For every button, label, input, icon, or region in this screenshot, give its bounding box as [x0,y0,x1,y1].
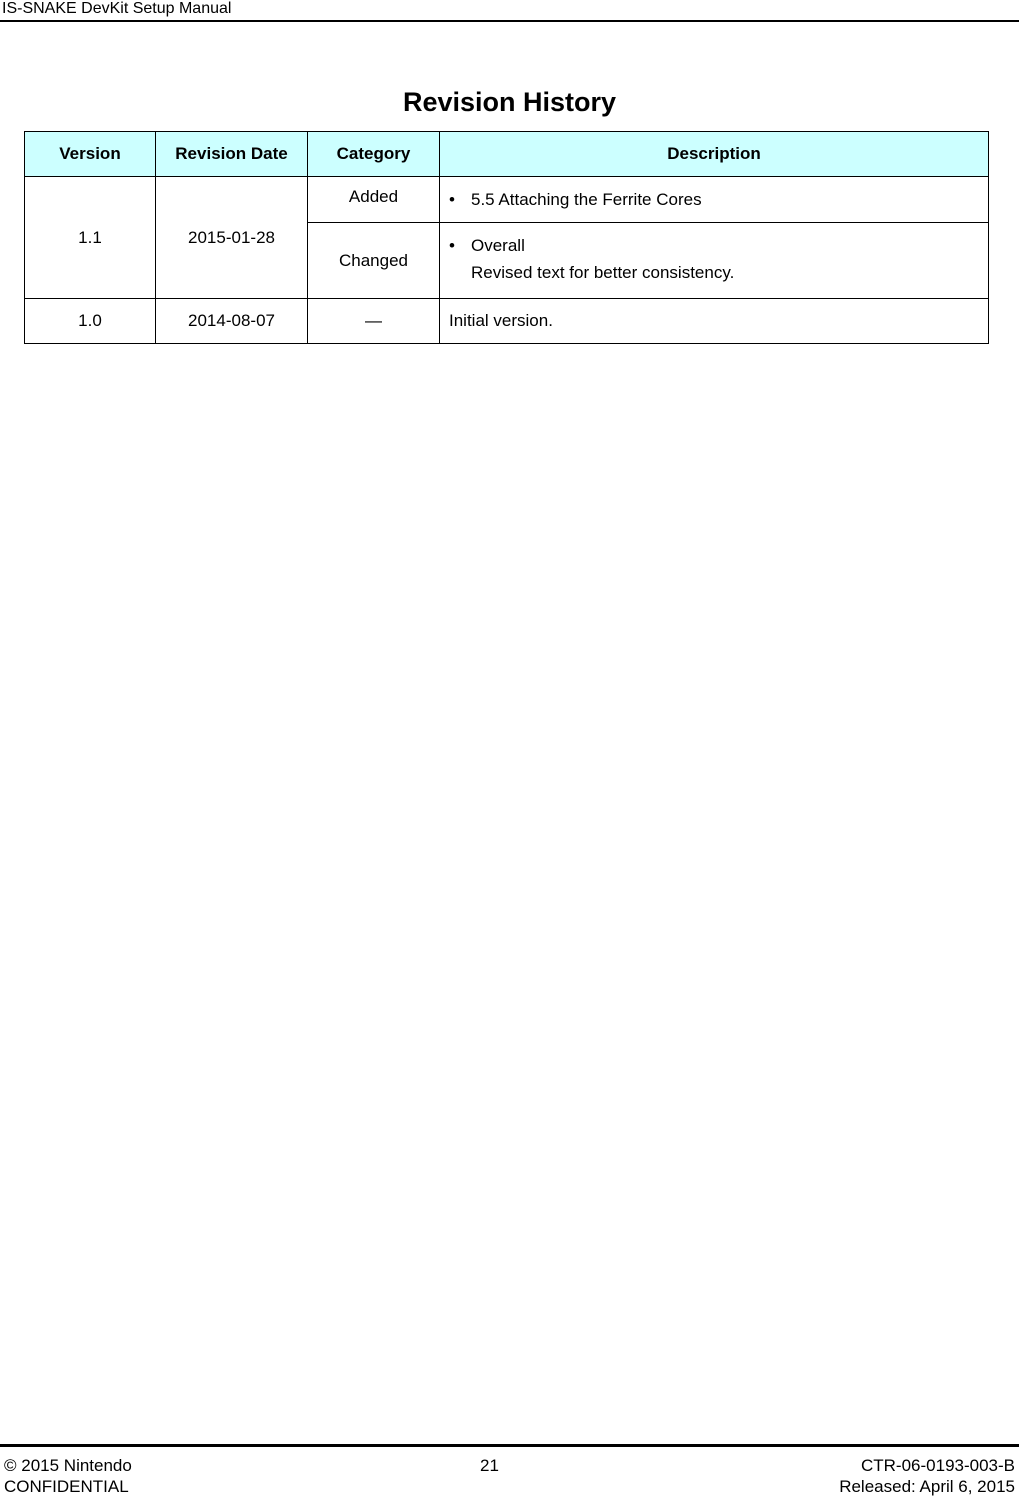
revision-date-cell: 2014-08-07 [156,299,308,344]
description-cell [440,177,989,223]
column-header-description: Description [440,132,989,177]
page-title: Revision History [402,87,617,117]
table-row [25,177,989,223]
description-cell [440,223,989,299]
table-row [25,299,989,344]
category-cell: — [308,299,440,344]
revision-date-cell: 2015-01-28 [156,177,308,299]
table-header-row [25,132,989,177]
version-cell: 1.1 [25,177,156,299]
description-bullet-text: 5.5 Attaching the Ferrite Cores [471,189,702,209]
description-bullet-item [449,188,988,212]
bullet-icon: • [449,235,455,255]
version-cell: 1.0 [25,299,156,344]
document-id: CTR-06-0193-003-B [860,1456,1015,1475]
document-title: IS-SNAKE DevKit Setup Manual [2,0,232,17]
release-date: Released: April 6, 2015 [839,1477,1015,1496]
page-footer [0,1444,1019,1496]
page-header [0,0,1019,22]
column-header-category: Category [308,132,440,177]
page-number: 21 [480,1456,499,1475]
description-bullet-text: Overall [471,235,525,255]
copyright-notice: © 2015 Nintendo [4,1456,132,1475]
column-header-version: Version [25,132,156,177]
description-detail: Revised text for better consistency. [471,262,735,282]
confidential-label: CONFIDENTIAL [4,1477,129,1496]
column-header-revision-date: Revision Date [156,132,308,177]
category-cell: Added [308,177,440,223]
bullet-icon: • [449,189,455,209]
description-bullet-item [449,234,988,258]
revision-history-table [24,131,989,344]
category-cell: Changed [308,223,440,299]
description-cell: Initial version. [440,299,989,344]
